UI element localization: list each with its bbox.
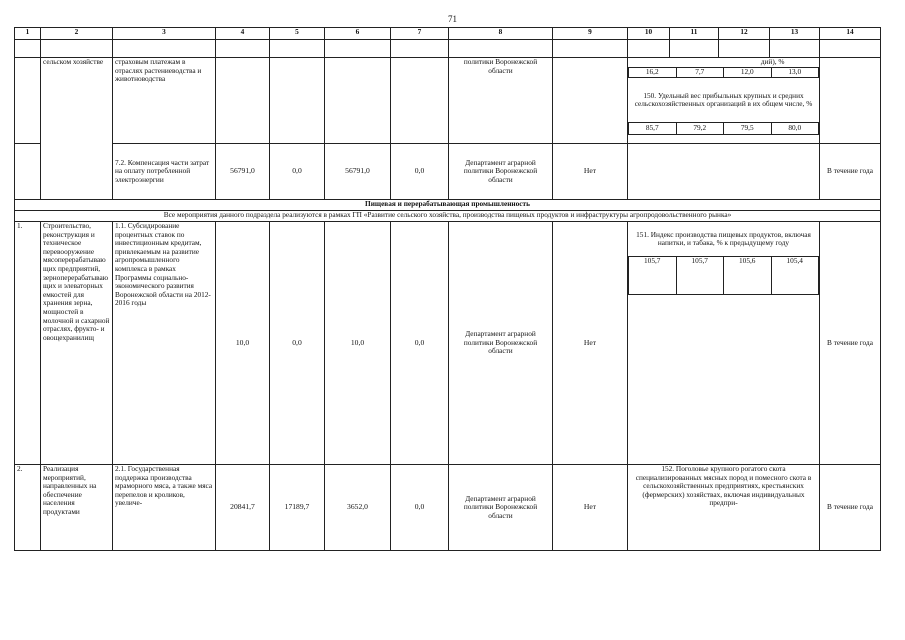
indicator-value: 79,2	[676, 123, 724, 135]
col-header: 14	[820, 28, 881, 40]
indicator-value: 13,0	[771, 68, 819, 78]
row-number: 1.	[15, 222, 41, 465]
col-header: 13	[770, 28, 820, 40]
row-number: 2.	[15, 465, 41, 551]
indicator-block	[628, 222, 820, 465]
indicator-value: 85,7	[629, 123, 677, 135]
federal-cell: 0,0	[270, 144, 325, 200]
other-cell: 0,0	[391, 465, 449, 551]
indicator-value: 7,7	[676, 68, 724, 78]
indicator-value: 16,2	[629, 68, 677, 78]
col9-cell: Нет	[553, 144, 628, 200]
term-cell: В течение года	[820, 465, 881, 551]
section-title: Пищевая и перерабатывающая промышленность	[15, 200, 881, 211]
page-number: 71	[448, 14, 457, 24]
regional-cell: 56791,0	[325, 144, 391, 200]
responsible-cell: Департамент аграрной политики Воронежской области	[449, 144, 553, 200]
regional-cell: 10,0	[325, 222, 391, 465]
other-cell: 0,0	[391, 222, 449, 465]
total-cell: 56791,0	[216, 144, 270, 200]
indicator-title: 151. Индекс производства пищевых продуктов, включая напитки, и табака, % к предыдущему году	[636, 229, 811, 247]
indicator-value: 79,5	[724, 123, 772, 135]
total-cell: 20841,7	[216, 465, 270, 551]
total-cell: 10,0	[216, 222, 270, 465]
col-header: 10	[628, 28, 670, 40]
activity-cell: 2.1. Государственная поддержка производства мраморного мяса, а также мяса перепелов и кроликов, увеличе-	[113, 465, 216, 551]
table-row	[15, 58, 881, 144]
table-row	[15, 144, 881, 200]
col-header: 8	[449, 28, 553, 40]
section-note: Все мероприятия данного подраздела реализуются в рамках ГП «Развитие сельского хозяйства, производства пищевых продуктов и инфраструктуры агропродовольственного рынка»	[15, 211, 881, 222]
table-row	[15, 222, 881, 465]
direction-cell: Реализация мероприятий, направленных на обеспечение населения продуктами	[41, 465, 113, 551]
col-header: 3	[113, 28, 216, 40]
responsible-cell: политики Воронежской области	[449, 58, 553, 144]
col-header: 2	[41, 28, 113, 40]
indicator-value: 105,6	[724, 257, 772, 295]
spacer-row	[15, 40, 881, 58]
regional-cell: 3652,0	[325, 465, 391, 551]
col9-cell: Нет	[553, 465, 628, 551]
direction-cell: сельском хозяйстве	[41, 58, 113, 200]
term-cell: В течение года	[820, 222, 881, 465]
indicator-value: 12,0	[724, 68, 772, 78]
indicator-value: 105,7	[629, 257, 677, 295]
term-cell: В течение года	[820, 144, 881, 200]
responsible-cell: Департамент аграрной политики Воронежской области	[449, 222, 553, 465]
col-header: 7	[391, 28, 449, 40]
indicator-values	[628, 222, 819, 463]
activity-cell: 7.2. Компенсация части затрат на оплату потребленной электроэнергии	[113, 144, 216, 200]
section-note-row	[15, 211, 881, 222]
indicator-values	[628, 58, 819, 135]
table-row	[15, 465, 881, 551]
indicator-title: 150. Удельный вес прибыльных крупных и средних сельскохозяйственных организаций в их общем числе, %	[634, 90, 813, 108]
col-header: 5	[270, 28, 325, 40]
indicator-block	[628, 58, 820, 144]
indicator-title: 152. Поголовье крупного рогатого скота специализированных мясных пород и помесного скота в сельскохозяйственных предприятиях, крестьянских (фермерских) хозяйствах, включая индивидуальных предпри-	[628, 465, 820, 551]
indicator-value: 105,4	[771, 257, 819, 295]
activity-cell: 1.1. Субсидирование процентных ставок по инвестиционным кредитам, привлекаемым на развитие агропромышленного комплекса в рамках Программы социально-экономического развития Воронежской области на 2012-2016 годы	[113, 222, 216, 465]
col9-cell: Нет	[553, 222, 628, 465]
indicator-value: 105,7	[676, 257, 724, 295]
indicator-tail: дий), %	[760, 58, 785, 67]
federal-cell: 17189,7	[270, 465, 325, 551]
activity-cell: страховым платежам в отраслях растениеводства и животноводства	[113, 58, 216, 144]
col-header: 12	[719, 28, 770, 40]
col-header: 11	[670, 28, 719, 40]
program-table	[14, 27, 881, 551]
section-title-row	[15, 200, 881, 211]
col-header: 6	[325, 28, 391, 40]
responsible-cell: Департамент аграрной политики Воронежской области	[449, 465, 553, 551]
federal-cell: 0,0	[270, 222, 325, 465]
other-cell: 0,0	[391, 144, 449, 200]
col-header: 9	[553, 28, 628, 40]
indicator-value: 80,0	[771, 123, 819, 135]
direction-cell: Строительство, реконструкция и техническое перевооружение мясоперерабатывающих предприятий, зерноперерабатывающих и элеваторных емкостей для хранения зерна, мощностей в молочной и сахарной отраслях, фрукто- и овощехранилищ	[41, 222, 113, 465]
col-header: 1	[15, 28, 41, 40]
col-header: 4	[216, 28, 270, 40]
column-number-row	[15, 28, 881, 40]
